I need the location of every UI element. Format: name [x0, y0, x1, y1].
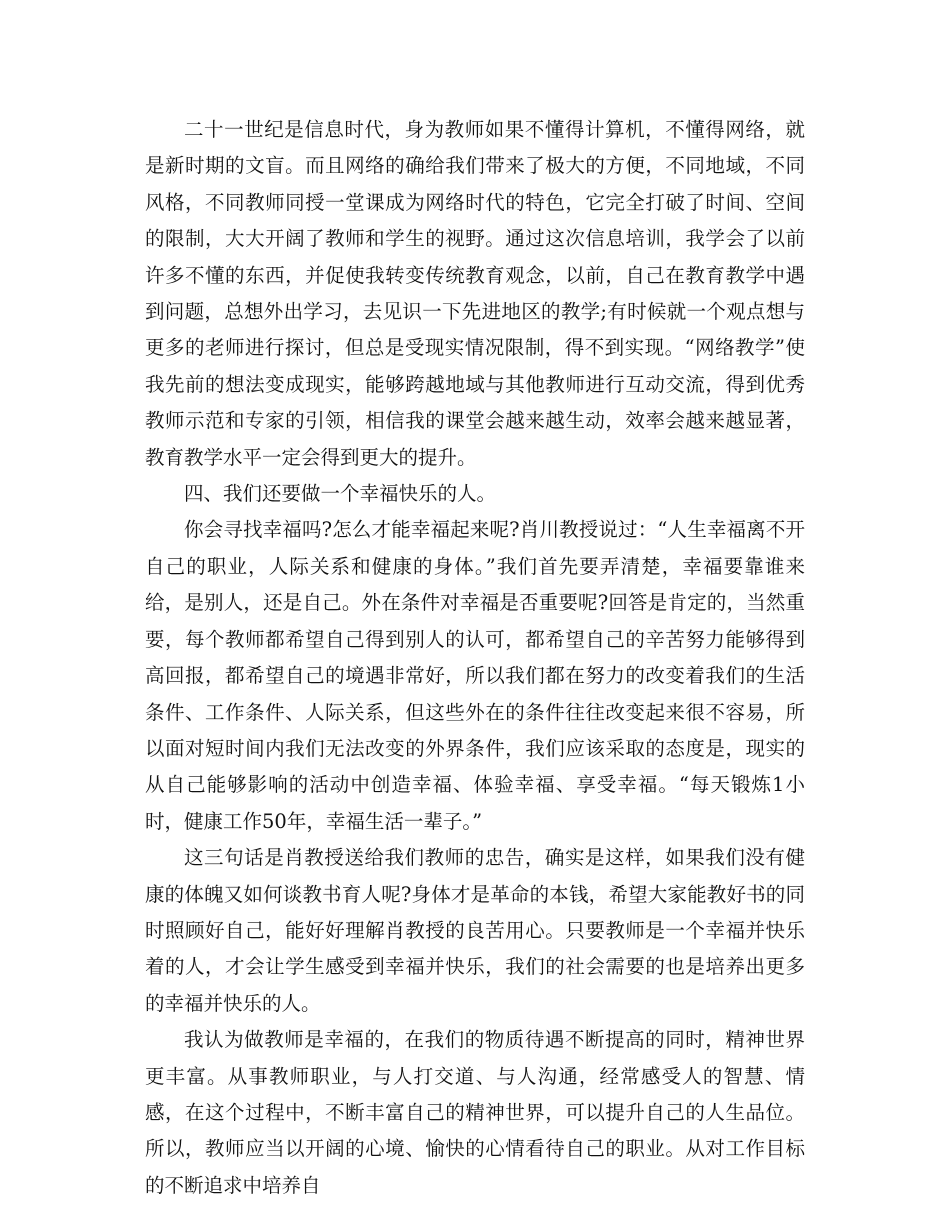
document-body [145, 112, 805, 1204]
paragraph-professor-advice: 这三句话是肖教授送给我们教师的忠告，确实是这样，如果我们没有健康的体魄又如何谈教书育人呢?身体才是革命的本钱，希望大家能教好书的同时照顾好自己，能好好理解肖教授的良苦用心。只要教师是一个幸福并快乐着的人，才会让学生感受到幸福并快乐，我们的社会需要的也是培养出更多的幸福并快乐的人。 [145, 846, 805, 1015]
section-heading-happy-person: 四、我们还要做一个幸福快乐的人。 [184, 482, 497, 506]
paragraph-seeking-happiness: 你会寻找幸福吗?怎么才能幸福起来呢?肖川教授说过：“人生幸福离不开自己的职业，人际关系和健康的身体。”我们首先要弄清楚，幸福要靠谁来给，是别人，还是自己。外在条件对幸福是否重要呢?回答是肯定的，当然重要，每个教师都希望自己得到别人的认可，都希望自己的辛苦努力能够得到高回报，都希望自己的境遇非常好，所以我们都在努力的改变着我们的生活条件、工作条件、人际关系，但这些外在的条件往往改变起来很不容易，所以面对短时间内我们无法改变的外界条件，我们应该采取的态度是，现实的从自己能够影响的活动中创造幸福、体验幸福、享受幸福。“每天锻炼1小时，健康工作50年，幸福生活一辈子。” [145, 518, 805, 833]
paragraph-information-era: 二十一世纪是信息时代，身为教师如果不懂得计算机，不懂得网络，就是新时期的文盲。而且网络的确给我们带来了极大的方便，不同地域，不同风格，不同教师同授一堂课成为网络时代的特色，它完全打破了时间、空间的限制，大大开阔了教师和学生的视野。通过这次信息培训，我学会了以前许多不懂的东西，并促使我转变传统教育观念，以前，自己在教育教学中遇到问题，总想外出学习，去见识一下先进地区的教学;有时候就一个观点想与更多的老师进行探讨，但总是受现实情况限制，得不到实现。“网络教学”使我先前的想法变成现实，能够跨越地域与其他教师进行互动交流，得到优秀教师示范和专家的引领，相信我的课堂会越来越生动，效率会越来越显著，教育教学水平一定会得到更大的提升。 [145, 118, 805, 469]
paragraph-teacher-happiness: 我认为做教师是幸福的，在我们的物质待遇不断提高的同时，精神世界更丰富。从事教师职业，与人打交道、与人沟通，经常感受人的智慧、情感，在这个过程中，不断丰富自己的精神世界，可以提升自己的人生品位。所以，教师应当以开阔的心境、愉快的心情看待自己的职业。从对工作目标的不断追求中培养自 [145, 1028, 805, 1197]
